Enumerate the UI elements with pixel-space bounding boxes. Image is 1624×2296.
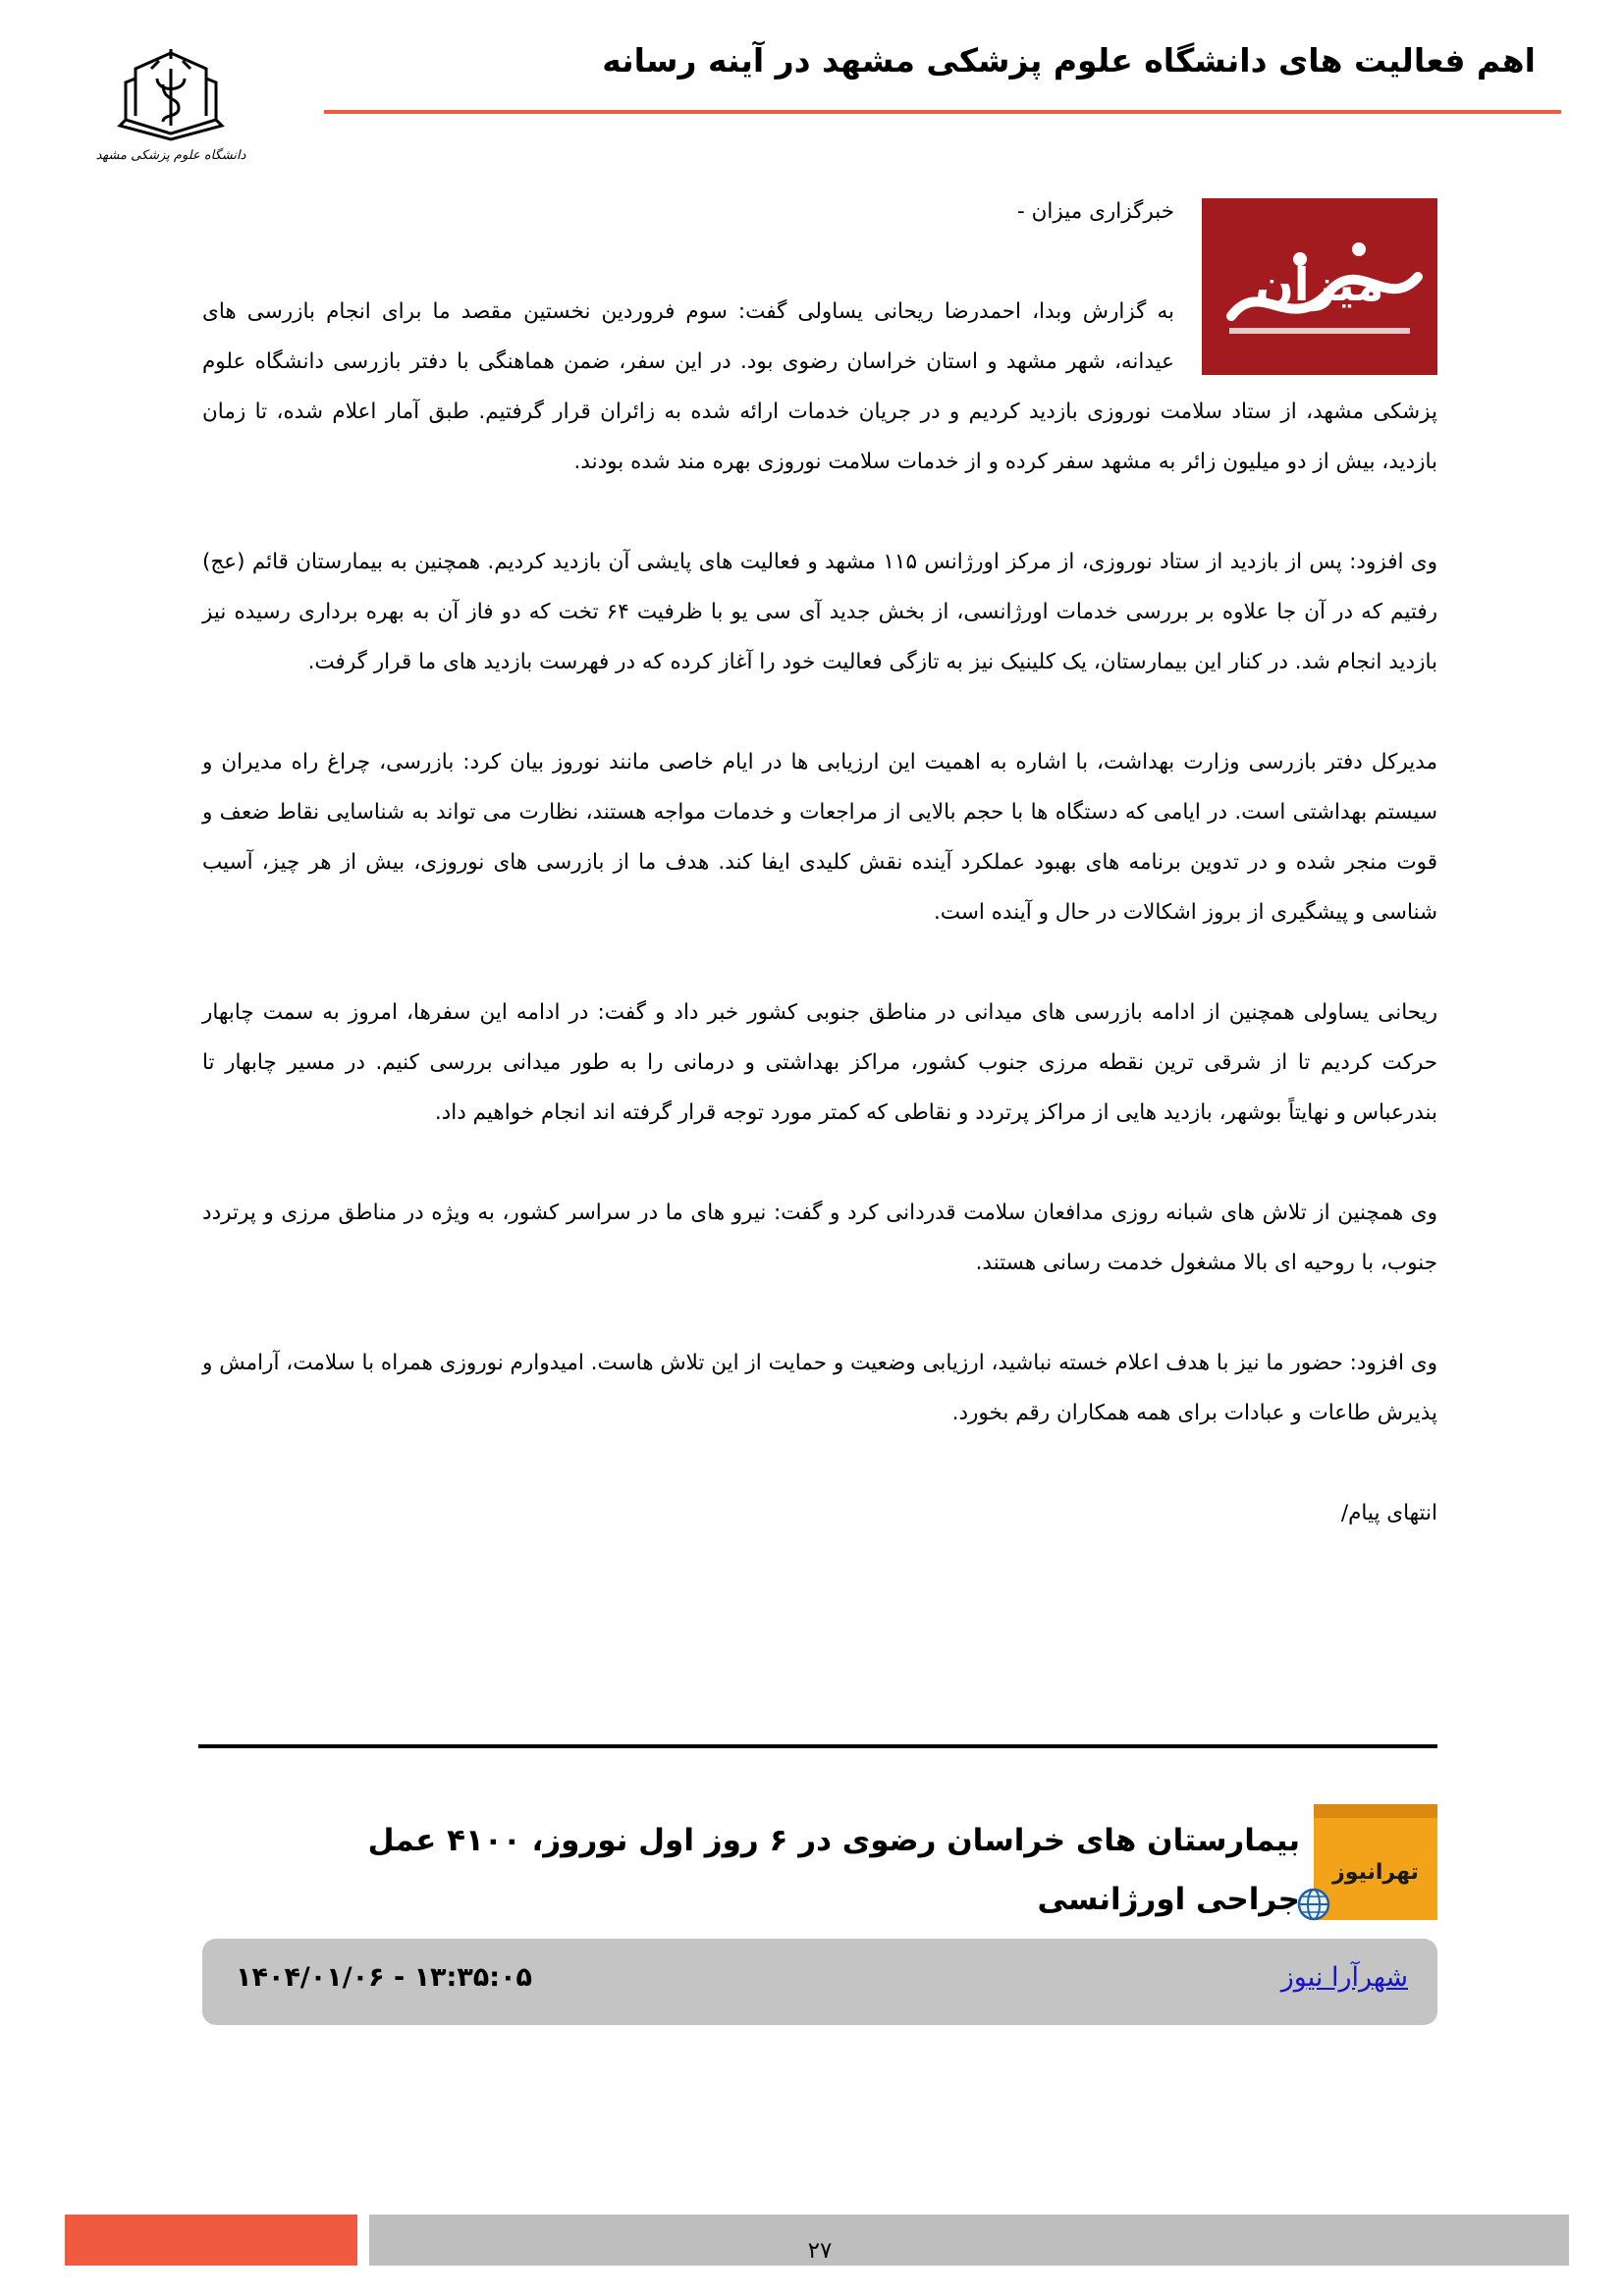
- logo-caption: دانشگاه علوم پزشکی مشهد: [95, 148, 246, 163]
- tehranews-logo: [1314, 1804, 1437, 1920]
- section-divider: [198, 1744, 1437, 1748]
- university-logo: [95, 39, 246, 167]
- article-paragraph-1: به گزارش وبدا، احمدرضا ریحانی یساولی گفت: سوم فروردین نخستین مقصد ما برای انجام بازرسی های عیدانه، شهر مشهد و استان خراسان رضوی بود. در این سفر، ضمن هماهنگی با دفتر بازرسی دانشگاه علوم پزشکی مشهد، از ستاد سلامت نوروزی بازدید کردیم و در جریان خدمات ارائه شده به زائران قرار گرفتیم. طبق آمار اعلام شده، تا زمان بازدید، بیش از دو میلیون زائر به مشهد سفر کرده و از خدمات سلامت نوروزی بهره مند شده بودند.: [202, 299, 1437, 474]
- footer-accent-bar: [65, 2215, 357, 2266]
- news-meta-bar: [202, 1939, 1437, 2025]
- tehranews-logo-text: تهرانیوز: [1332, 1860, 1419, 1885]
- article-paragraph-5: وی همچنین از تلاش های شبانه روزی مدافعان سلامت قدردانی کرد و گفت: نیرو های ما در سراسر کشور، به ویژه در مناطق مرزی و پرتردد جنوب، با روحیه ای بالا مشغول خدمت رسانی هستند.: [202, 1201, 1437, 1275]
- footer-bar: [369, 2215, 1569, 2266]
- page-title: اهم فعالیت های دانشگاه علوم پزشکی مشهد در آینه رسانه: [602, 41, 1536, 80]
- page-number: ۲۷: [807, 2238, 833, 2264]
- article-paragraph-6: وی افزود: حضور ما نیز با هدف اعلام خسته نباشید، ارزیابی وضعیت و حمایت از این تلاش هاست. امیدوارم نوروزی همراه با سلامت، آرامش و پذیرش طاعات و عبادات برای همه همکاران رقم بخورد.: [202, 1351, 1437, 1425]
- article-paragraph-3: مدیرکل دفتر بازرسی وزارت بهداشت، با اشاره به اهمیت این ارزیابی ها در ایام خاصی مانند نوروز بیان کرد: بازرسی، چراغ راه مدیران و سیستم بهداشتی است. در ایامی که دستگاه ها با حجم بالایی از مراجعات و خدمات مواجه هستند، نظارت می تواند به شناسایی نقاط ضعف و قوت منجر شده و در تدوین برنامه های بهبود عملکرد آینده نقش کلیدی ایفا کند. هدف ما از بازرسی های نوروزی، بیش از هر چیز، آسیب شناسی و پیشگیری از بروز اشکالات در حال و آینده است.: [202, 750, 1437, 925]
- article-source: خبرگزاری میزان -: [1017, 199, 1174, 224]
- news-headline-line1: بیمارستان های خراسان رضوی در ۶ روز اول نوروز، ۴۱۰۰ عمل جراحی اورژانسی: [367, 1823, 1300, 1917]
- article-body: [202, 187, 1437, 1538]
- article-paragraph-2: وی افزود: پس از بازدید از ستاد نوروزی، از مرکز اورژانس ۱۱۵ مشهد و فعالیت های پایشی آن بازدید کردیم. همچنین به بیمارستان قائم (عج) رفتیم که در آن جا علاوه بر بررسی خدمات اورژانسی، از بخش جدید آی سی یو با ظرفیت ۶۴ تخت که دو فاز آن به بهره برداری رسیده نیز بازدید انجام شد. در کنار این بیمارستان، یک کلینیک نیز به تازگی فعالیت خود را آغاز کرده که در فهرست بازدید های ما قرار گرفت.: [202, 550, 1437, 674]
- mizan-logo-text: میزان: [1255, 258, 1384, 311]
- news-datetime: ۱۴۰۴/۰۱/۰۶ - ۱۳:۳۵:۰۵: [236, 1962, 533, 1993]
- logo-float-space: [1174, 198, 1437, 375]
- globe-icon: [1296, 1887, 1331, 1922]
- article-end-note: انتهای پیام/: [1340, 1501, 1437, 1525]
- news-source-link[interactable]: شهرآرا نیوز: [1280, 1962, 1408, 1993]
- header-divider: [324, 110, 1561, 114]
- article-paragraph-4: ریحانی یساولی همچنین از ادامه بازرسی های میدانی در مناطق جنوبی کشور خبر داد و گفت: در ادامه این سفرها، امروز به سمت چابهار حرکت کردیم تا از شرقی ترین نقطه مرزی جنوب کشور، مراکز بهداشتی و درمانی را به طور میدانی بررسی کنیم. در مسیر چابهار تا بندرعباس و نهایتاً بوشهر، بازدید هایی از مراکز پرتردد و نقاطی که کمتر مورد توجه قرار گرفته اند انجام خواهیم داد.: [202, 1000, 1437, 1125]
